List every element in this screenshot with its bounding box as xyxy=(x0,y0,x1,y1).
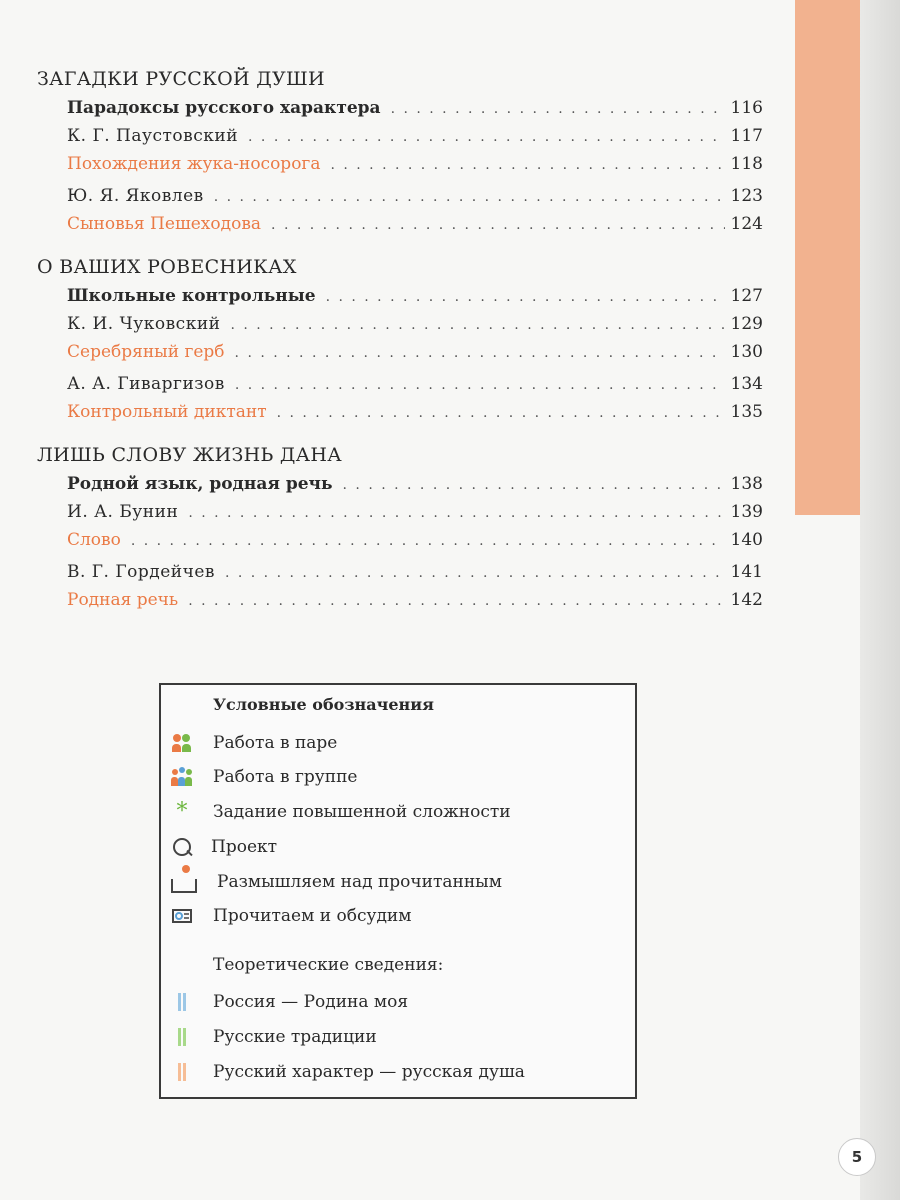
leader-dots xyxy=(225,559,725,587)
entry-label: Ю. Я. Яковлев xyxy=(67,186,204,206)
leader-dots xyxy=(188,499,724,527)
leader-dots xyxy=(330,151,724,179)
entry-label: Родная речь xyxy=(67,590,179,610)
entry-label: Слово xyxy=(67,530,121,550)
legend-label: Прочитаем и обсудим xyxy=(213,906,412,926)
toc-entry[interactable] xyxy=(67,210,763,238)
orange-bars-icon xyxy=(177,1061,187,1083)
entry-page: 118 xyxy=(730,154,763,174)
legend-label: Работа в группе xyxy=(213,767,358,787)
entry-page: 139 xyxy=(730,502,763,522)
entry-page: 138 xyxy=(730,474,763,494)
toc-entry[interactable] xyxy=(67,122,763,150)
toc-entry[interactable] xyxy=(67,370,763,398)
pair-work-icon xyxy=(171,732,193,754)
entry-page: 127 xyxy=(730,286,763,306)
leader-dots xyxy=(131,527,725,555)
entry-label: И. А. Бунин xyxy=(67,502,179,522)
toc-section xyxy=(37,440,763,614)
leader-dots xyxy=(391,95,725,123)
toc-entry[interactable] xyxy=(67,398,763,426)
entry-label: Серебряный герб xyxy=(67,342,225,362)
legend-box xyxy=(159,683,637,1099)
legend-label: Россия — Родина моя xyxy=(213,992,409,1012)
legend-title: Условные обозначения xyxy=(213,695,434,714)
page-number: 5 xyxy=(838,1138,876,1176)
toc-entry[interactable] xyxy=(67,338,763,366)
project-icon xyxy=(173,838,191,856)
entry-page: 124 xyxy=(730,214,763,234)
toc-entry[interactable] xyxy=(67,526,763,554)
leader-dots xyxy=(235,371,725,399)
toc-entry[interactable] xyxy=(67,182,763,210)
side-color-band xyxy=(795,0,860,515)
entry-page: 130 xyxy=(730,342,763,362)
entry-label: Парадоксы русского характера xyxy=(67,98,381,118)
entry-label: А. А. Гиваргизов xyxy=(67,374,225,394)
table-of-contents xyxy=(37,64,763,628)
leader-dots xyxy=(343,471,725,499)
toc-entry[interactable] xyxy=(67,586,763,614)
entry-label: К. Г. Паустовский xyxy=(67,126,239,146)
toc-entry[interactable] xyxy=(67,498,763,526)
legend-item xyxy=(171,729,337,757)
read-discuss-icon xyxy=(171,905,193,927)
legend-label: Русские традиции xyxy=(213,1027,377,1047)
leader-dots xyxy=(230,311,724,339)
entry-label: В. Г. Гордейчев xyxy=(67,562,215,582)
entry-label: Школьные контрольные xyxy=(67,286,316,306)
theory-title: Теоретические сведения: xyxy=(213,955,444,975)
legend-item xyxy=(171,902,412,930)
entry-label: Контрольный диктант xyxy=(67,402,267,422)
legend-item xyxy=(171,763,357,791)
toc-entry[interactable] xyxy=(67,558,763,586)
leader-dots xyxy=(277,399,725,427)
page-edge xyxy=(860,0,900,1200)
group-work-icon xyxy=(171,766,193,788)
legend-label: Размышляем над прочитанным xyxy=(217,872,502,892)
entry-label: К. И. Чуковский xyxy=(67,314,221,334)
green-bars-icon xyxy=(177,1026,187,1048)
section-title: ЛИШЬ СЛОВУ ЖИЗНЬ ДАНА xyxy=(37,444,342,466)
legend-item xyxy=(171,798,511,826)
toc-entry[interactable] xyxy=(67,310,763,338)
legend-item xyxy=(171,1058,525,1086)
toc-section xyxy=(37,64,763,238)
legend-label: Русский характер — русская душа xyxy=(213,1062,525,1082)
entry-page: 135 xyxy=(730,402,763,422)
leader-dots xyxy=(214,183,725,211)
asterisk-icon: * xyxy=(176,799,188,824)
section-title: О ВАШИХ РОВЕСНИКАХ xyxy=(37,256,297,278)
entry-label: Сыновья Пешеходова xyxy=(67,214,262,234)
entry-page: 134 xyxy=(730,374,763,394)
legend-item xyxy=(171,833,277,861)
toc-entry[interactable] xyxy=(67,94,763,122)
legend-label: Задание повышенной сложности xyxy=(213,802,511,822)
entry-page: 141 xyxy=(730,562,763,582)
toc-entry[interactable] xyxy=(67,470,763,498)
leader-dots xyxy=(188,587,724,615)
entry-label: Похождения жука-носорога xyxy=(67,154,321,174)
entry-page: 129 xyxy=(730,314,763,334)
toc-entry[interactable] xyxy=(67,282,763,310)
entry-page: 117 xyxy=(730,126,763,146)
entry-page: 123 xyxy=(730,186,763,206)
legend-item xyxy=(171,1023,377,1051)
leader-dots xyxy=(248,123,725,151)
legend-label: Работа в паре xyxy=(213,733,338,753)
leader-dots xyxy=(326,283,725,311)
reflect-book-icon xyxy=(171,879,197,893)
leader-dots xyxy=(271,211,725,239)
toc-entry[interactable] xyxy=(67,150,763,178)
blue-bars-icon xyxy=(177,991,187,1013)
legend-item xyxy=(171,988,408,1016)
entry-page: 142 xyxy=(730,590,763,610)
leader-dots xyxy=(235,339,725,367)
legend-label: Проект xyxy=(211,837,278,857)
legend-item xyxy=(171,868,502,896)
toc-section xyxy=(37,252,763,426)
entry-page: 116 xyxy=(730,98,763,118)
section-title: ЗАГАДКИ РУССКОЙ ДУШИ xyxy=(37,68,325,90)
entry-page: 140 xyxy=(730,530,763,550)
entry-label: Родной язык, родная речь xyxy=(67,474,333,494)
